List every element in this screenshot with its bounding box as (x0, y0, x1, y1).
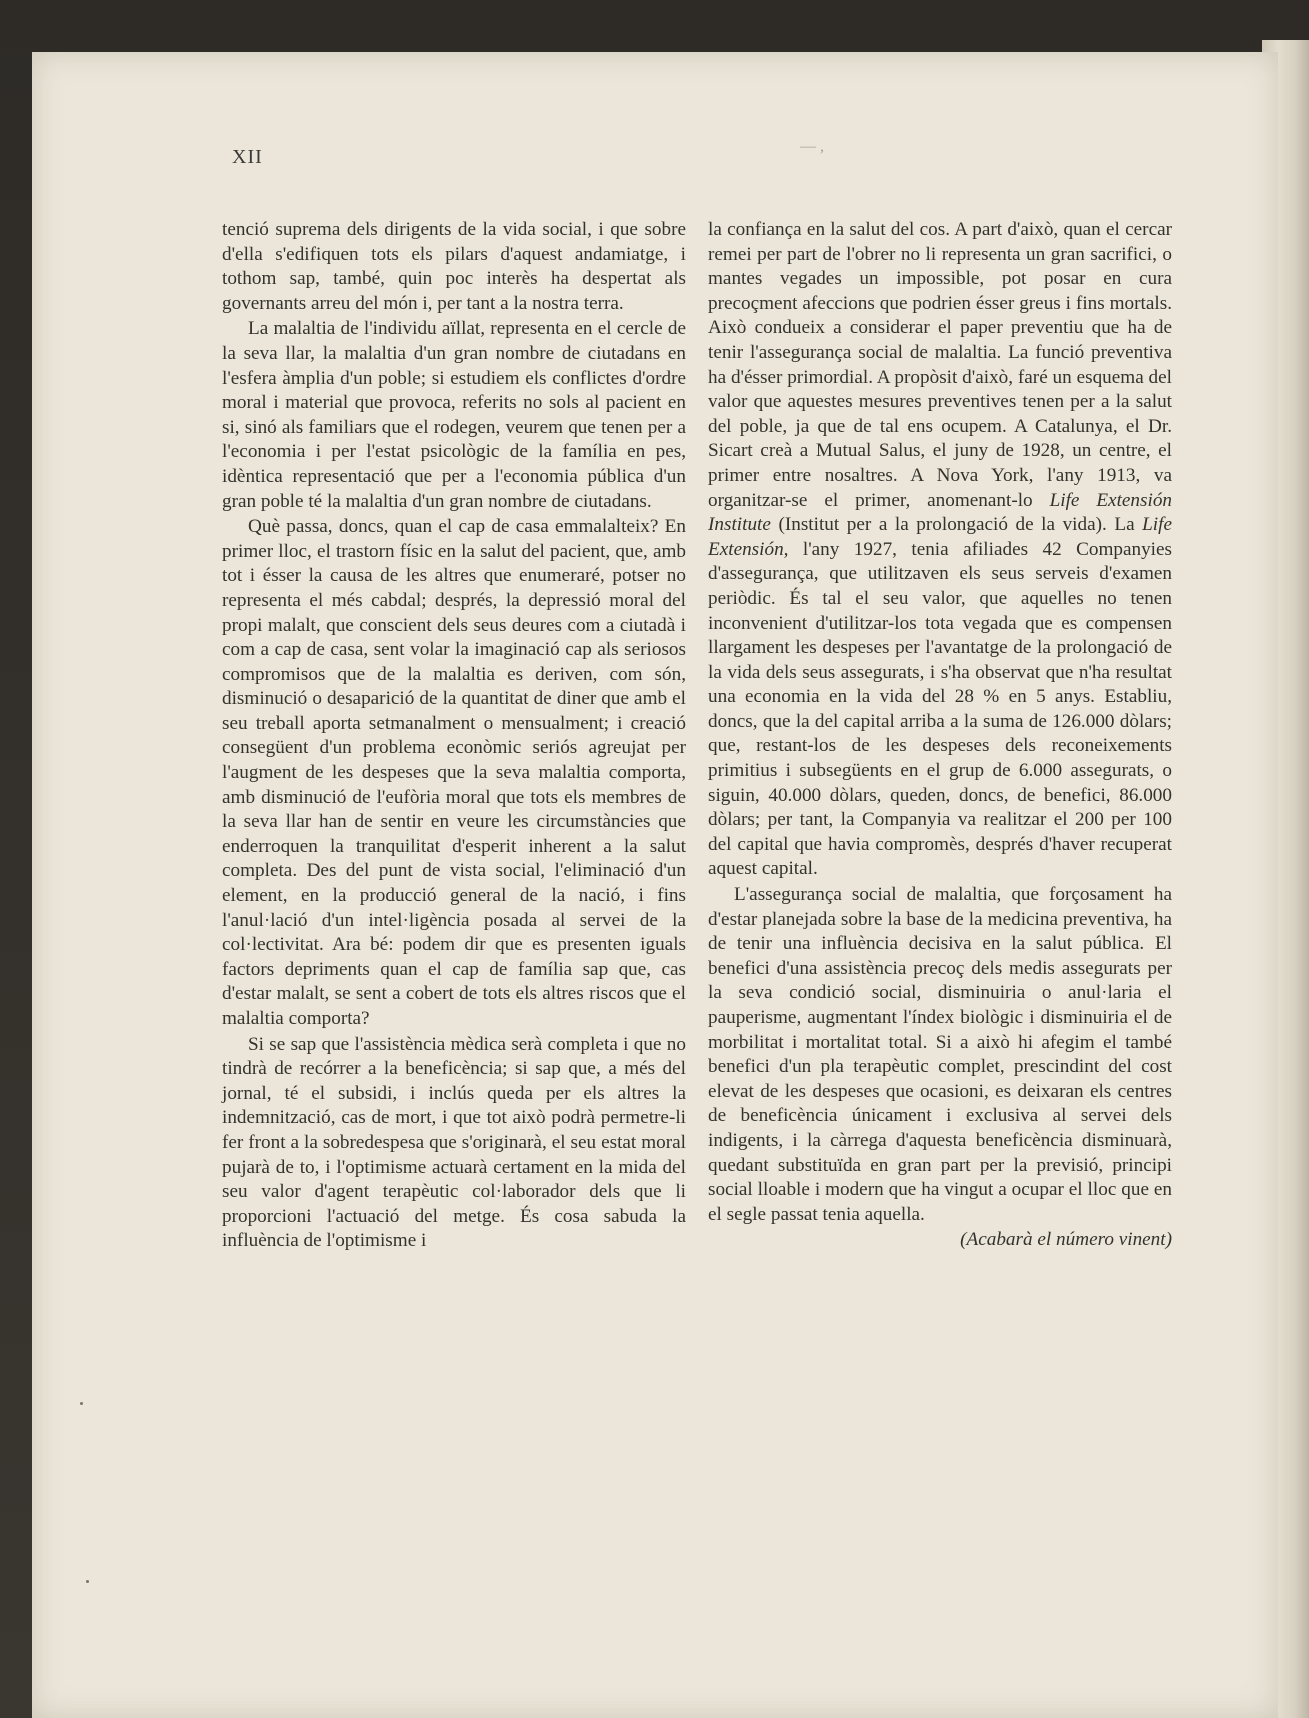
paragraph: tenció suprema dels dirigents de la vida social, i que sobre d'ella s'edifiquen tots els pilars d'aquest andamiatge, i tothom sap, també, quin poc interès ha despertat als governants arreu del món i, per tant a la nostra terra. (222, 219, 686, 314)
page-number: XII (232, 146, 263, 168)
right-column (708, 218, 1172, 1253)
left-column (222, 218, 686, 1254)
paragraph: Si se sap que l'assistència mèdica serà completa i que no tindrà de recórrer a la beneficència; si sap que, a més del jornal, té el subsidi, i inclús queda per els altres la indemnització, cas de mort, i que tot això podrà permetre-li fer front a la sobredespesa que s'originarà, el seu estat moral pujarà de to, i l'optimisme actuarà certament en la mida del seu valor d'agent terapèutic col·laborador dels que li proporcioni l'actuació del metge. És cosa sabuda la influència de l'optimisme i (222, 1033, 686, 1252)
paragraph: La malaltia de l'individu aïllat, representa en el cercle de la seva llar, la malaltia d'un gran nombre de ciutadans en l'esfera àmplia d'un poble; si estudiem els conflictes d'ordre moral i material que provoca, referits no sols al pacient en si, sinó als familiars que el rodegen, veurem que tenen per a l'economia i per l'estat psicològic de la família en pes, idèntica representació que per a l'economia pública d'un gran poble té la malaltia d'un gran nombre de ciutadans. (222, 318, 686, 512)
text-run: la confiança en la salut del cos. A part d'això, quan el cercar remei per part de l'obrer no li representa un gran sacrifici, o mantes vegades un impossible, pot posar en cura precoçment afeccions que podrien ésser greus i fins mortals. Això condueix a considerar el paper preventiu que ha de tenir l'assegurança social de malaltia. La funció preventiva ha d'ésser primordial. A propòsit d'això, faré un esquema del valor que aquestes mesures preventives tenen per a la salut del poble, ja que de tal ens ocupem. A Catalunya, el Dr. Sicart creà a Mutual Salus, el juny de 1928, un centre, el primer entre nosaltres. A Nova York, l'any 1913, va organitzar-se el primer, anomenant-lo (708, 219, 1172, 511)
text-run: (Institut per a la prolongació de la vida). La (770, 514, 1143, 536)
italic-title: Life Extensión Institute (708, 489, 1173, 536)
continuation-note: (Acabarà el número vinent) (960, 1229, 1172, 1251)
paragraph: Què passa, doncs, quan el cap de casa emmalalteix? En primer lloc, el trastorn físic en la salut del pacient, que, amb tot i ésser la causa de les altres que enumeraré, potser no representa el més cabdal; després, la depressió moral del propi malalt, que conscient dels seus deures com a ciutadà i com a cap de casa, sent volar la imaginació cap als seriosos compromisos que de la malaltia es deriven, com són, disminució o desaparició de la quantitat de diner que amb el seu treball aporta setmanalment o mensualment; i creació consegüent d'un problema econòmic seriós agreujat per l'augment de les despeses que la seva malaltia comporta, amb disminució de l'eufòria moral que tots els membres de la seva llar han de sentir en veure les circumstàncies que enderroquen la tranquilitat d'esperit inherent a la salut completa. Des del punt de vista social, l'eliminació d'un element, en la producció general de la nació, i fins l'anul·lació d'un intel·ligència posada al servei de la col·lectivitat. Ara bé: podem dir que es presenten iguals factors depriments quan el cap de família sap que, cas d'estar malalt, se sent a cobert de tots els altres riscos que el malaltia comporta? (222, 516, 686, 1029)
paragraph (708, 218, 1172, 882)
italic-title: Life Extensión, (708, 514, 1172, 560)
top-mark: — , (800, 138, 824, 155)
scan-speck (80, 1402, 83, 1405)
scan-speck (86, 1580, 89, 1583)
paragraph: L'assegurança social de malaltia, que forçosament ha d'estar planejada sobre la base de la medicina preventiva, ha de tenir una influència decisiva en la salut pública. El benefici d'una assistència precoç dels medis assegurats per la seva condició social, disminuiria o anul·laria el pauperisme, augmentant l'índex biològic i disminuiria el de morbilitat i mortalitat total. Si a això hi afegim el també benefici d'un pla terapèutic complet, prescindint del cost elevat de les despeses que ocasioni, es deixaran els centres de beneficència únicament i exclusiva al servei dels indigents, i la càrrega d'aquesta beneficència disminuarà, quedant substituïda en gran part per la previsió, principi social lloable i modern que ha vingut a ocupar el lloc que en el segle passat tenia aquella. (708, 884, 1172, 1225)
text-run: l'any 1927, tenia afiliades 42 Companyies d'assegurança, que utilitzaven els seus serveis d'examen periòdic. És tal el seu valor, que aquelles no tenen inconvenient d'utilitzar-los tota vegada que es compensen llargament les despeses per l'avantatge de la prolongació de la vida dels seus assegurats, i s'ha observat que n'ha resultat una economia en la vida del 28 % en 5 anys. Establiu, doncs, que la del capital arriba a la suma de 126.000 dòlars; que, restant-los de les despeses dels reconeixements primitius i subsegüents en el grup de 6.000 assegurats, o siguin, 40.000 dòlars, queden, doncs, de benefici, 86.000 dòlars; per tant, la Companyia va realitzar el 200 per 100 del capital que havia compromès, després d'haver recuperat aquest capital. (708, 538, 1172, 880)
